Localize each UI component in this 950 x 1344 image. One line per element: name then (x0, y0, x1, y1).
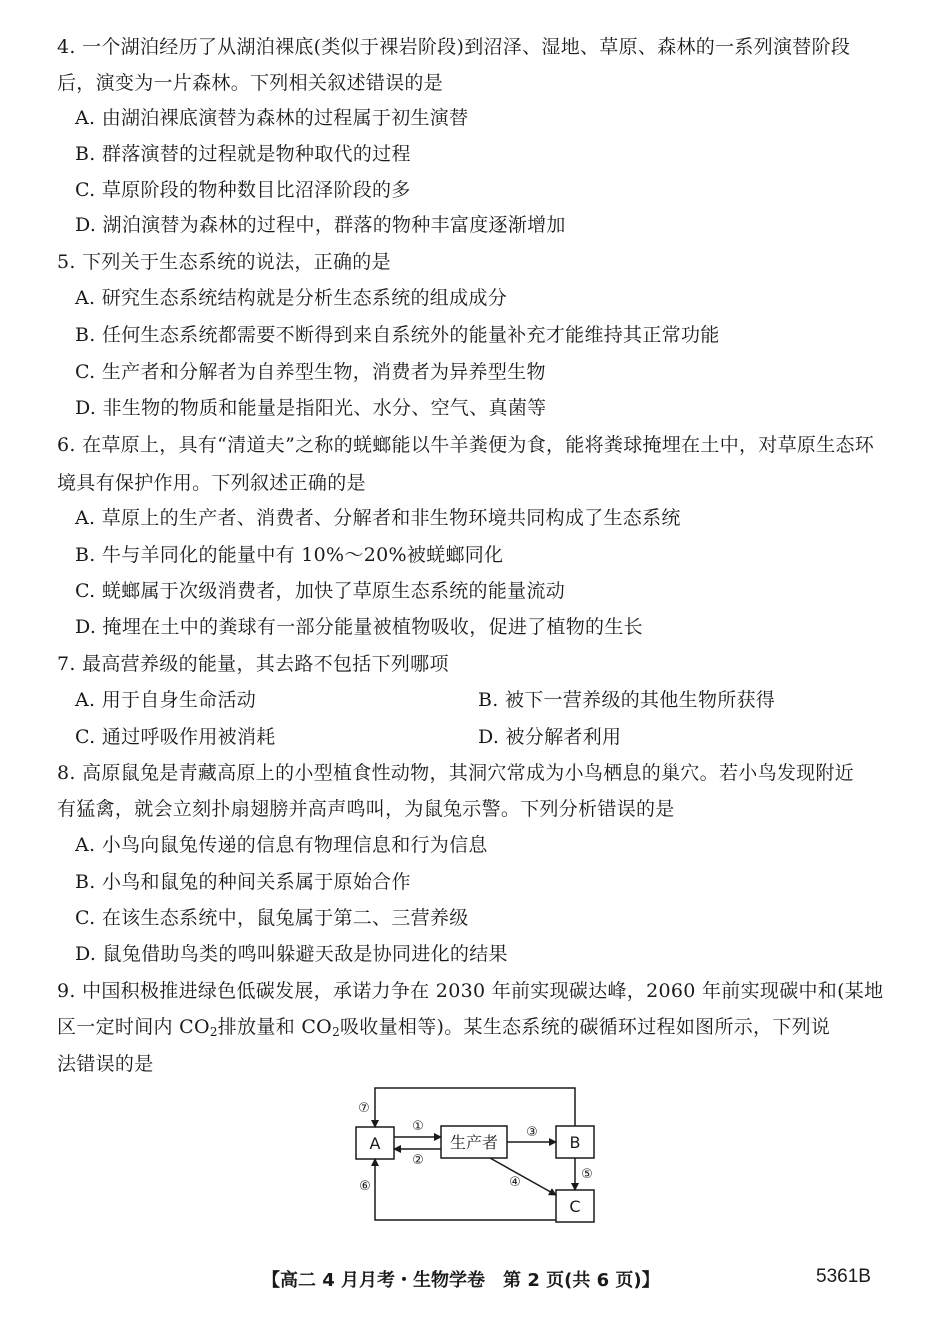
q7-option-c: C. 通过呼吸作用被消耗 (75, 726, 276, 748)
q8-option-b: B. 小鸟和鼠兔的种间关系属于原始合作 (75, 871, 411, 893)
q9-stem-part-a: 区一定时间内 CO (57, 1016, 210, 1038)
q9-stem-line1: 9. 中国积极推进绿色低碳发展，承诺力争在 2030 年前实现碳达峰，2060 年前实现碳中和(某地 (57, 980, 884, 1002)
carbon-cycle-diagram (340, 1082, 610, 1232)
label-a: A (369, 1134, 381, 1153)
arrow-6 (375, 1159, 556, 1220)
q9-stem-line2 (57, 1015, 830, 1044)
num-5: ⑤ (581, 1167, 593, 1182)
num-7: ⑦ (358, 1101, 370, 1116)
q7-stem: 7. 最高营养级的能量，其去路不包括下列哪项 (57, 653, 449, 675)
q6-option-c: C. 蜣螂属于次级消费者，加快了草原生态系统的能量流动 (75, 580, 566, 602)
co2-subscript: 2 (332, 1025, 340, 1039)
q6-stem-line1: 6. 在草原上，具有“清道夫”之称的蜣螂能以牛羊粪便为食，能将粪球掩埋在土中，对草原生态环 (57, 434, 875, 456)
q5-option-c: C. 生产者和分解者为自养型生物，消费者为异养型生物 (75, 361, 546, 383)
num-1: ① (412, 1119, 424, 1134)
arrow-7 (375, 1088, 575, 1127)
q9-stem-part-b: 排放量和 CO (217, 1016, 333, 1038)
q5-option-b: B. 任何生态系统都需要不断得到来自系统外的能量补充才能维持其正常功能 (75, 324, 720, 346)
q6-option-a: A. 草原上的生产者、消费者、分解者和非生物环境共同构成了生态系统 (75, 507, 681, 529)
q7-option-d: D. 被分解者利用 (478, 726, 622, 748)
q8-option-a: A. 小鸟向鼠兔传递的信息有物理信息和行为信息 (75, 834, 488, 856)
q6-option-d: D. 掩埋在土中的粪球有一部分能量被植物吸收，促进了植物的生长 (75, 616, 643, 638)
q4-stem-line1: 4. 一个湖泊经历了从湖泊裸底(类似于裸岩阶段)到沼泽、湿地、草原、森林的一系列演替阶段 (57, 36, 851, 58)
q8-option-c: C. 在该生态系统中，鼠兔属于第二、三营养级 (75, 907, 469, 929)
page-footer: 【高二 4 月月考・生物学卷 第 2 页(共 6 页)】 (262, 1270, 660, 1291)
num-2: ② (412, 1153, 424, 1168)
q5-stem: 5. 下列关于生态系统的说法，正确的是 (57, 251, 391, 273)
arrow-4 (490, 1158, 556, 1195)
label-c: C (569, 1197, 581, 1216)
q8-option-d: D. 鼠兔借助鸟类的鸣叫躲避天敌是协同进化的结果 (75, 943, 508, 965)
q8-stem-line1: 8. 高原鼠兔是青藏高原上的小型植食性动物，其洞穴常成为小鸟栖息的巢穴。若小鸟发现附近 (57, 762, 855, 784)
q4-option-a: A. 由湖泊裸底演替为森林的过程属于初生演替 (75, 107, 469, 129)
q6-option-b: B. 牛与羊同化的能量中有 10%～20%被蜣螂同化 (75, 544, 504, 566)
q7-option-a: A. 用于自身生命活动 (75, 689, 257, 711)
q4-option-d: D. 湖泊演替为森林的过程中，群落的物种丰富度逐渐增加 (75, 214, 566, 236)
label-b: B (569, 1133, 581, 1152)
label-producer: 生产者 (449, 1133, 499, 1152)
q4-option-b: B. 群落演替的过程就是物种取代的过程 (75, 143, 411, 165)
num-6: ⑥ (359, 1179, 371, 1194)
q6-stem-line2: 境具有保护作用。下列叙述正确的是 (57, 472, 366, 494)
num-3: ③ (526, 1125, 538, 1140)
q4-option-c: C. 草原阶段的物种数目比沼泽阶段的多 (75, 179, 411, 201)
q5-option-d: D. 非生物的物质和能量是指阳光、水分、空气、真菌等 (75, 397, 547, 419)
q9-stem-part-c: 吸收量相等)。某生态系统的碳循环过程如图所示，下列说 (340, 1016, 831, 1038)
co2-subscript: 2 (209, 1025, 218, 1039)
q7-option-b: B. 被下一营养级的其他生物所获得 (478, 689, 776, 711)
q9-stem-line3: 法错误的是 (57, 1053, 154, 1075)
q5-option-a: A. 研究生态系统结构就是分析生态系统的组成成分 (75, 287, 508, 309)
q4-stem-line2: 后，演变为一片森林。下列相关叙述错误的是 (57, 72, 444, 94)
q8-stem-line2: 有猛禽，就会立刻扑扇翅膀并高声鸣叫，为鼠兔示警。下列分析错误的是 (57, 798, 675, 820)
paper-code: 5361B (816, 1266, 871, 1287)
num-4: ④ (509, 1175, 521, 1190)
